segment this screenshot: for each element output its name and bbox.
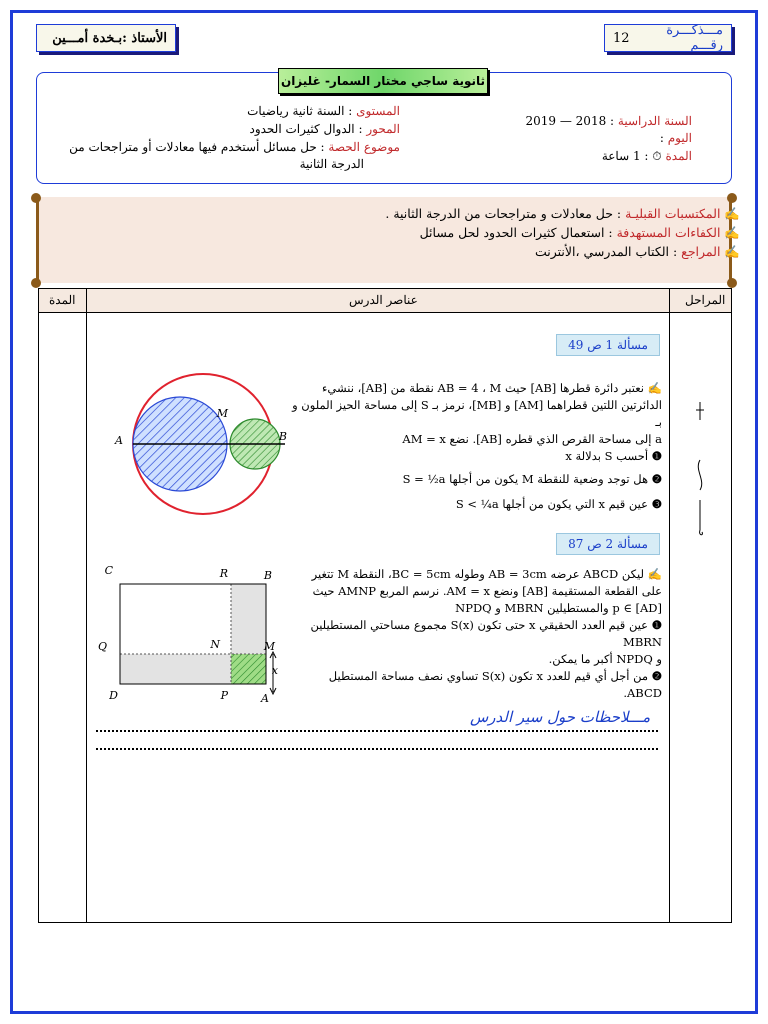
p1-line1: نعتبر دائرة قطرها [AB] حيث AB = 4 ، M نقطة من [AB]، ننشيء xyxy=(321,381,645,395)
day-value: : xyxy=(659,131,664,145)
prereq-label: الكفاءات المستهدفة xyxy=(616,225,721,240)
problem1-text xyxy=(292,380,662,513)
clock-icon: ⏱ xyxy=(652,149,662,163)
circles-figure xyxy=(115,370,298,520)
prereq-line xyxy=(385,206,740,222)
topic-line-2 xyxy=(300,157,364,171)
prereq-line xyxy=(420,225,740,241)
label-a: A xyxy=(115,434,123,447)
p1-q3: عين قيم x التي يكون من أجلها S < ¼a xyxy=(455,497,649,511)
duration-label: المدة xyxy=(665,149,692,163)
note-line xyxy=(96,748,658,750)
label-p: P xyxy=(220,689,228,702)
axis-label: المحور xyxy=(366,122,400,136)
axis-value: : الدوال كثيرات الحدود xyxy=(249,122,363,136)
number-icon: ❶ xyxy=(651,618,662,632)
label-q: Q xyxy=(97,640,107,653)
label-m: M xyxy=(263,640,275,653)
number-icon: ❶ xyxy=(651,449,662,463)
label-r: R xyxy=(219,567,228,580)
col-stages: المراحل xyxy=(685,293,726,307)
pencil-icon: ✍ xyxy=(724,244,740,259)
rect-mbrn xyxy=(231,584,266,654)
p1-line2: الدائرتين اللتين قطراهما [AM] و [MB]، نرمز بـ S إلى مساحة الحيز الملون و بـ xyxy=(292,398,662,429)
problem2-text xyxy=(292,566,662,702)
duration-line xyxy=(602,149,692,164)
p2-line2: على القطعة المستقيمة [AB] ونضع AM = x. نرسم المربع AMNP حيث xyxy=(312,584,662,598)
teacher-box xyxy=(36,24,176,52)
stage-decoration xyxy=(690,400,710,540)
label-b: B xyxy=(278,430,287,443)
year-label: السنة الدراسية xyxy=(617,114,692,128)
note-line xyxy=(96,730,658,732)
number-icon: ❸ xyxy=(651,497,662,511)
year-value: : 2018 — 2019 xyxy=(525,114,615,128)
problem2-title: مسألة 2 ص 87 xyxy=(556,533,660,555)
notes-title: مـــلاحظات حول سير الدرس xyxy=(470,708,651,726)
prereq-label: المكتسبات القبليـة xyxy=(625,206,721,221)
topic-label: موضوع الحصة xyxy=(328,140,400,154)
rect-npdq xyxy=(120,654,231,684)
prereq-line xyxy=(535,244,740,260)
pencil-icon: ✍ xyxy=(647,381,662,395)
pencil-icon: ✍ xyxy=(724,225,740,240)
p2-line3: p ∈ [AD] والمستطيلين MBRN و NPDQ xyxy=(455,601,662,615)
topic-value-2: الدرجة الثانية xyxy=(299,157,364,171)
memo-number-box xyxy=(604,24,732,52)
label-m: M xyxy=(216,407,228,420)
label-a: A xyxy=(261,692,269,705)
pencil-icon: ✍ xyxy=(724,206,740,221)
level-line xyxy=(247,104,400,118)
problem1-title: مسألة 1 ص 49 xyxy=(556,334,660,356)
p2-q2b: ABCD. xyxy=(623,686,662,700)
year-line xyxy=(525,114,692,128)
topic-value: : حل مسائل أستخدم فيها معادلات أو متراجحات من xyxy=(69,140,325,154)
knob xyxy=(31,278,41,288)
number-icon: ❷ xyxy=(651,472,662,486)
duration-value: : 1 ساعة xyxy=(601,149,649,163)
memo-number: 12 xyxy=(613,30,630,46)
topic-line xyxy=(69,140,400,154)
memo-label: مـــذكـــرة رقـــم xyxy=(666,23,723,53)
day-label: اليوم xyxy=(667,131,692,145)
p1-q1: أحسب S بدلالة x xyxy=(565,449,649,463)
p2-q2: من أجل أي قيم للعدد x تكون S(x) تساوي نصف مساحة المستطيل xyxy=(328,669,649,683)
rectangle-figure xyxy=(97,562,290,705)
prereq-text: : الكتاب المدرسي ،الأنترنت xyxy=(534,244,678,259)
number-icon: ❷ xyxy=(651,669,662,683)
day-line xyxy=(660,131,692,145)
p1-line3: a إلى مساحة القرص الذي قطره [AB]. نضع AM = x xyxy=(402,432,662,446)
col-duration: المدة xyxy=(49,293,76,307)
column-divider xyxy=(669,289,670,922)
col-elements: عناصر الدرس xyxy=(349,293,418,307)
prereq-label: المراجع xyxy=(681,244,721,259)
level-value: : السنة ثانية رياضيات xyxy=(247,104,353,118)
square-amnp xyxy=(231,654,266,684)
knob xyxy=(727,278,737,288)
prereq-text: : حل معادلات و متراجحات من الدرجة الثانية . xyxy=(385,206,622,221)
school-name: ثانوية ساجي مختار السمار- غليزان xyxy=(278,68,488,94)
level-label: المستوى xyxy=(356,104,400,118)
knob xyxy=(31,193,41,203)
p2-q1b: و NPDQ أكبر ما يمكن. xyxy=(548,652,662,666)
label-b: B xyxy=(263,569,272,582)
label-n: N xyxy=(210,638,220,651)
p1-q2: هل توجد وضعية للنقطة M يكون من أجلها S = ½a xyxy=(402,472,649,486)
pencil-icon: ✍ xyxy=(647,567,662,581)
teacher-name: الأستاذ :بـخدة أمـــين xyxy=(52,30,167,46)
label-c: C xyxy=(104,564,113,577)
label-x: x xyxy=(271,664,278,677)
p2-line1: ليكن ABCD عرضه AB = 3cm وطوله BC = 5cm، النقطة M تتغير xyxy=(311,567,645,581)
knob xyxy=(727,193,737,203)
label-d: D xyxy=(109,689,118,702)
p2-q1: عين قيم العدد الحقيقي x حتى تكون S(x) مجموع مساحتي المستطيلين MBRN xyxy=(310,618,662,649)
prereq-text: : استعمال كثيرات الحدود لحل مسائل xyxy=(419,225,613,240)
column-divider xyxy=(86,289,87,922)
axis-line xyxy=(249,122,400,136)
